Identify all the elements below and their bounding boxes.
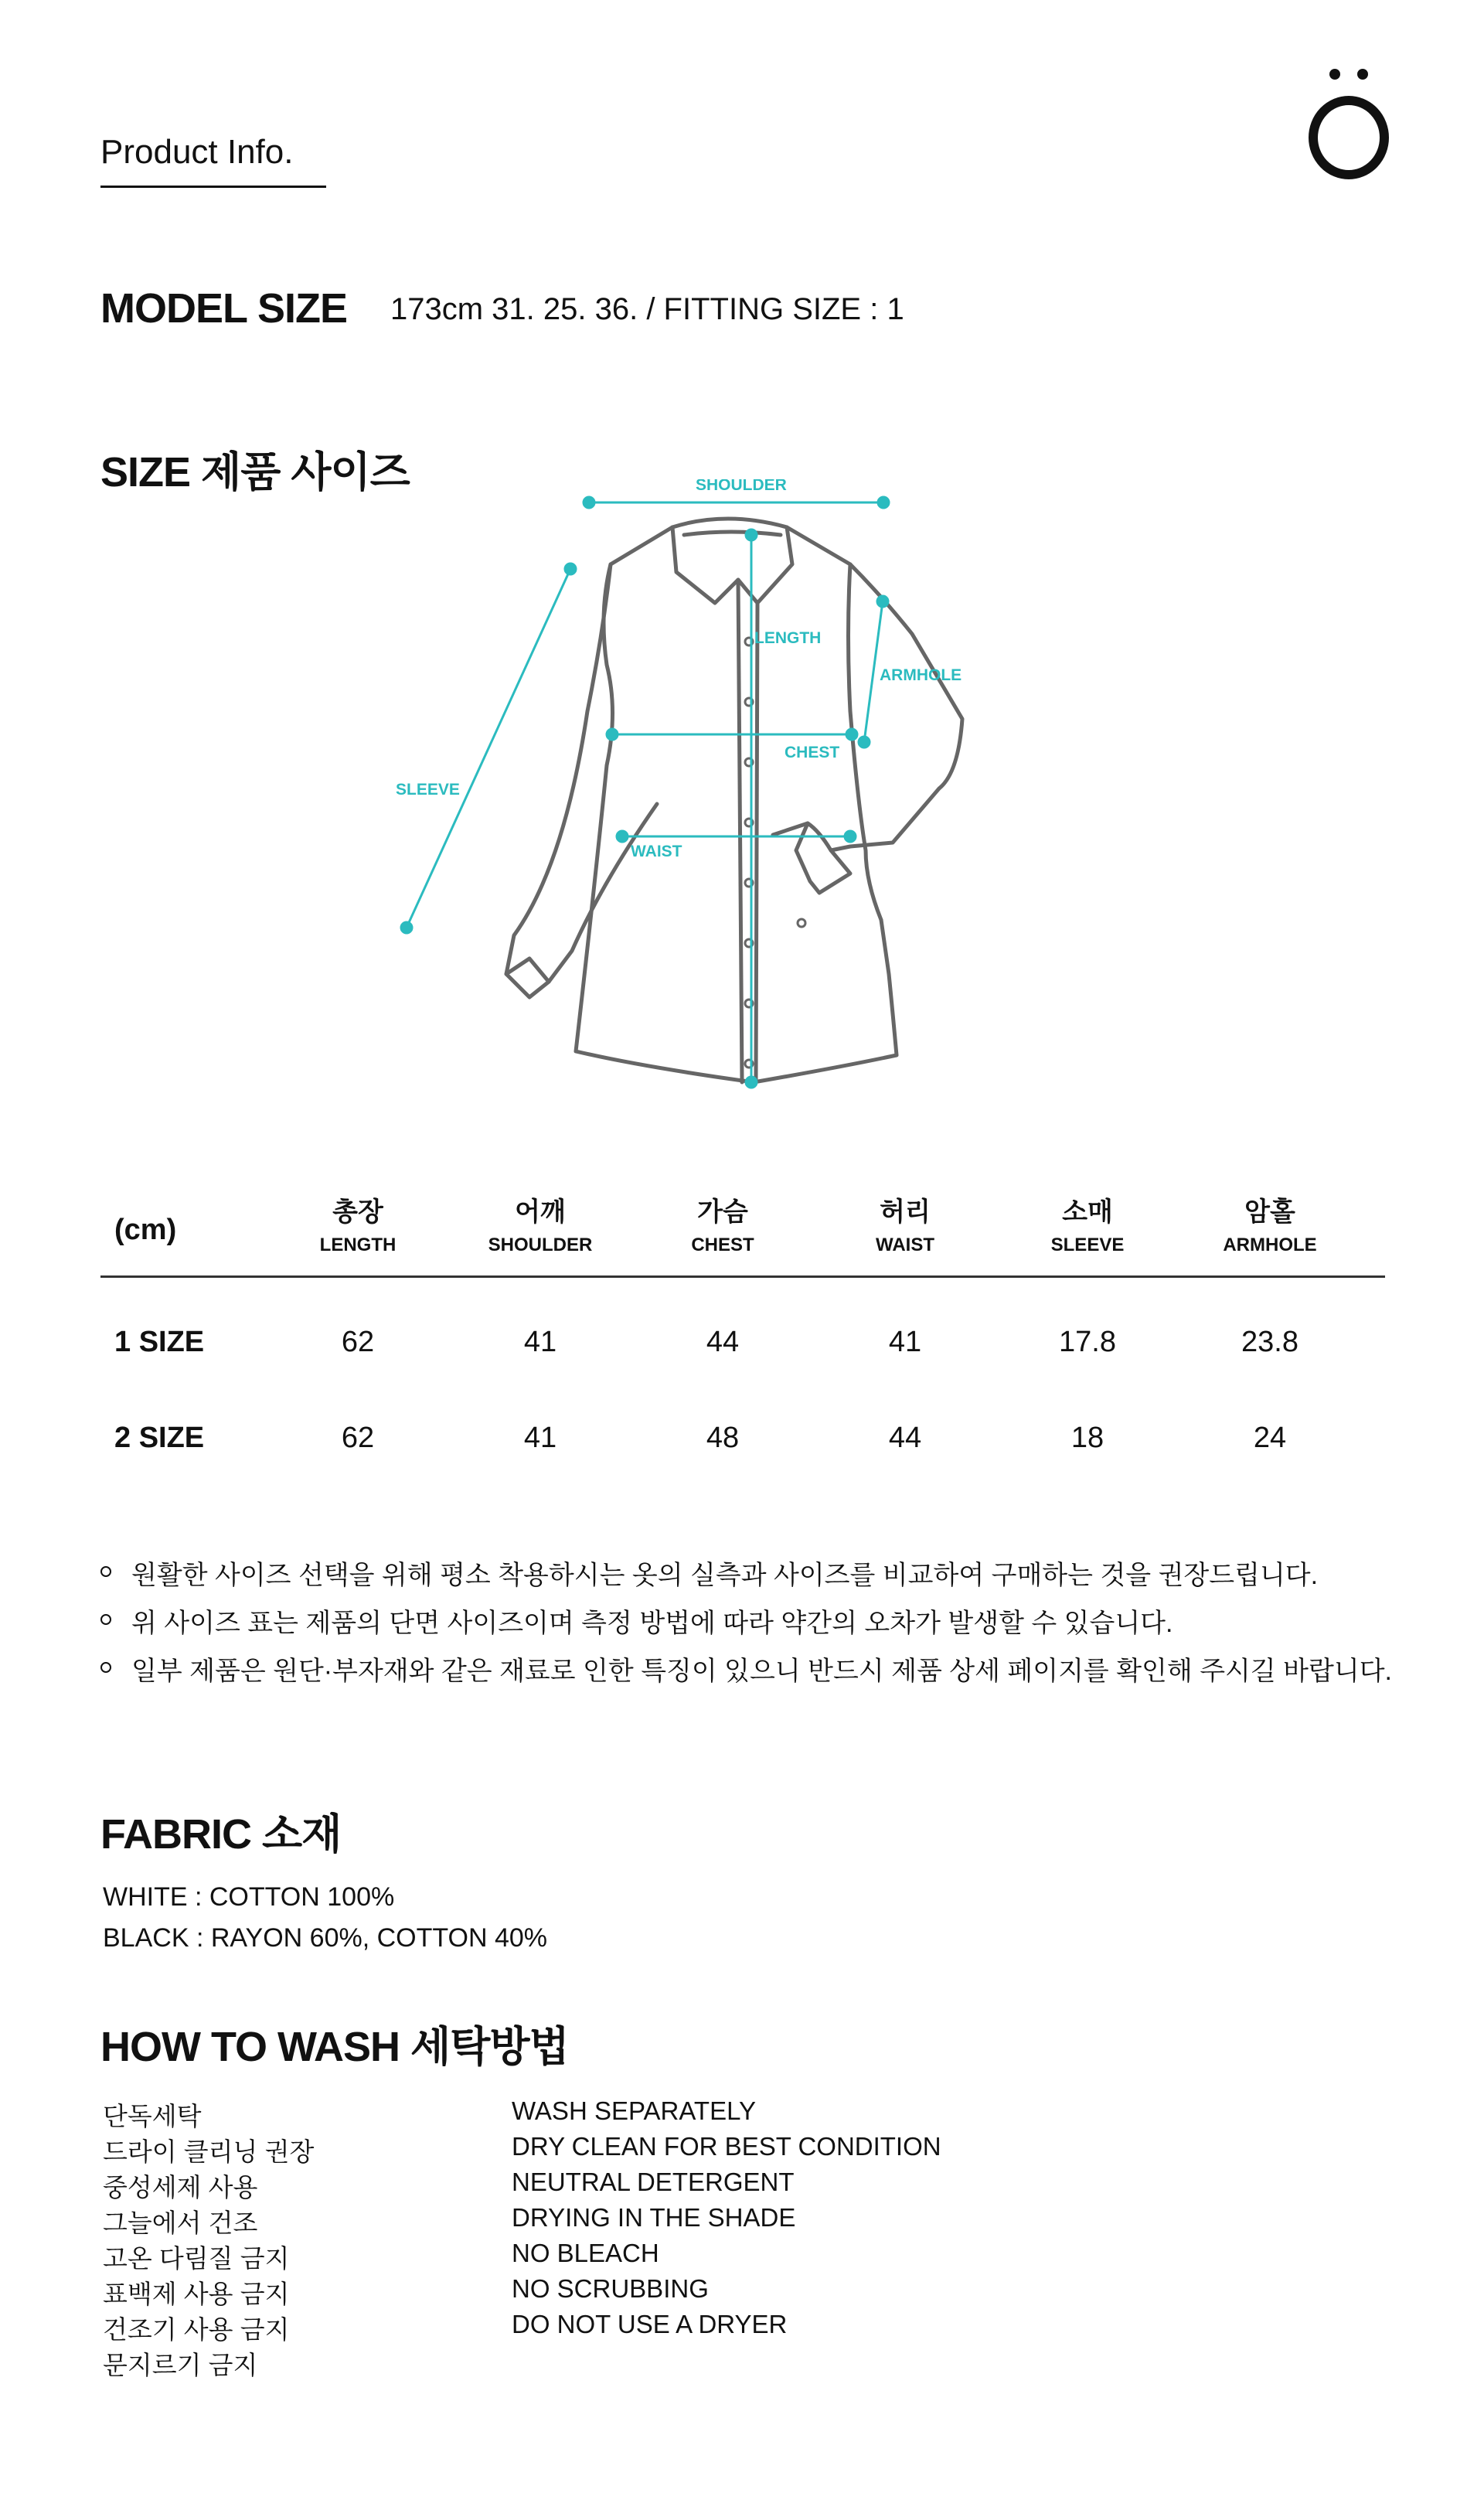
shoulder-measure bbox=[584, 497, 889, 508]
table-cell: 18 bbox=[1070, 1422, 1104, 1454]
length-label: LENGTH bbox=[754, 629, 822, 647]
waist-label: WAIST bbox=[631, 843, 682, 860]
chest-measure bbox=[607, 729, 857, 740]
shirt-outline bbox=[506, 519, 962, 1082]
column-header: 소매 SLEEVE bbox=[1050, 1197, 1125, 1255]
fabric-line: BLACK : RAYON 60%, COTTON 40% bbox=[103, 1923, 548, 1953]
note-item: 위 사이즈 표는 제품의 단면 사이즈이며 측정 방법에 따라 약간의 오차가 발생할 수 있습니다. bbox=[100, 1602, 1392, 1650]
row-label: 1 SIZE bbox=[114, 1326, 205, 1358]
bullet-icon bbox=[100, 1566, 111, 1577]
note-item: 일부 제품은 원단·부자재와 같은 재료로 인한 특징이 있으니 반드시 제품 상세 페이지를 확인해 주시길 바랍니다. bbox=[100, 1650, 1392, 1698]
shirt-size-diagram bbox=[386, 479, 1005, 1144]
fabric-list bbox=[103, 1882, 547, 1964]
model-size-title: MODEL SIZE bbox=[100, 285, 348, 332]
wash-list-english bbox=[512, 2096, 941, 2345]
table-cell: 17.8 bbox=[1059, 1326, 1116, 1358]
sleeve-label: SLEEVE bbox=[396, 781, 460, 799]
column-header: 어깨 SHOULDER bbox=[488, 1197, 593, 1255]
wash-item-en: NEUTRAL DETERGENT bbox=[512, 2168, 795, 2196]
column-header: 암홀 ARMHOLE bbox=[1223, 1197, 1317, 1255]
wash-item-ko: 드라이 클리닝 권장 bbox=[103, 2137, 315, 2166]
sleeve-measure bbox=[401, 564, 576, 933]
table-cell: 62 bbox=[341, 1326, 375, 1358]
brand-logo bbox=[1298, 62, 1399, 186]
wash-list-korean bbox=[103, 2096, 314, 2381]
wash-item-ko: 단독세탁 bbox=[103, 2102, 202, 2130]
wash-item-en: NO BLEACH bbox=[512, 2239, 659, 2267]
table-cell: 24 bbox=[1253, 1422, 1287, 1454]
wash-item-ko: 그늘에서 건조 bbox=[103, 2209, 258, 2237]
wash-item-en: NO SCRUBBING bbox=[512, 2274, 709, 2303]
wash-item-en: DRYING IN THE SHADE bbox=[512, 2203, 796, 2232]
bullet-icon bbox=[100, 1662, 111, 1673]
bullet-icon bbox=[100, 1614, 111, 1625]
wash-item-ko: 중성세제 사용 bbox=[103, 2173, 258, 2202]
size-title: SIZE 제품 사이즈 bbox=[100, 449, 410, 496]
note-item: 원활한 사이즈 선택을 위해 평소 착용하시는 옷의 실측과 사이즈를 비교하여 구매하는 것을 권장드립니다. bbox=[100, 1554, 1392, 1602]
section-label-underline bbox=[100, 186, 326, 188]
table-row bbox=[100, 1310, 1385, 1406]
column-header: 허리 WAIST bbox=[876, 1197, 934, 1255]
wash-title: HOW TO WASH 세탁방법 bbox=[100, 2024, 569, 2070]
wash-item-ko: 문지르기 금지 bbox=[103, 2351, 258, 2379]
column-header: 총장 LENGTH bbox=[319, 1197, 397, 1255]
row-label: 2 SIZE bbox=[114, 1422, 205, 1454]
table-row bbox=[100, 1406, 1385, 1502]
fabric-title: FABRIC 소재 bbox=[100, 1811, 342, 1858]
table-cell: 23.8 bbox=[1241, 1326, 1298, 1358]
table-cell: 44 bbox=[888, 1422, 922, 1454]
shoulder-label: SHOULDER bbox=[696, 479, 787, 494]
table-cell: 41 bbox=[523, 1422, 557, 1454]
table-cell: 48 bbox=[706, 1422, 740, 1454]
table-cell: 44 bbox=[706, 1326, 740, 1358]
wash-item-en: DO NOT USE A DRYER bbox=[512, 2310, 788, 2338]
table-cell: 62 bbox=[341, 1422, 375, 1454]
size-notes bbox=[100, 1554, 1392, 1698]
model-size-value: 173cm 31. 25. 36. / FITTING SIZE : 1 bbox=[390, 292, 904, 326]
section-label: Product Info. bbox=[100, 133, 294, 171]
wash-item-ko: 건조기 사용 금지 bbox=[103, 2315, 290, 2344]
unit-label: (cm) bbox=[114, 1214, 177, 1246]
wash-item-en: DRY CLEAN FOR BEST CONDITION bbox=[512, 2132, 941, 2161]
chest-label: CHEST bbox=[785, 744, 840, 761]
size-table bbox=[100, 1190, 1385, 1502]
wash-item-ko: 고온 다림질 금지 bbox=[103, 2244, 290, 2273]
table-cell: 41 bbox=[523, 1326, 557, 1358]
armhole-label: ARMHOLE bbox=[880, 666, 962, 684]
wash-item-en: WASH SEPARATELY bbox=[512, 2096, 757, 2125]
fabric-line: WHITE : COTTON 100% bbox=[103, 1882, 395, 1912]
size-table-header bbox=[100, 1190, 1385, 1278]
wash-item-ko: 표백제 사용 금지 bbox=[103, 2280, 290, 2308]
table-cell: 41 bbox=[888, 1326, 922, 1358]
column-header: 가슴 CHEST bbox=[691, 1197, 754, 1255]
